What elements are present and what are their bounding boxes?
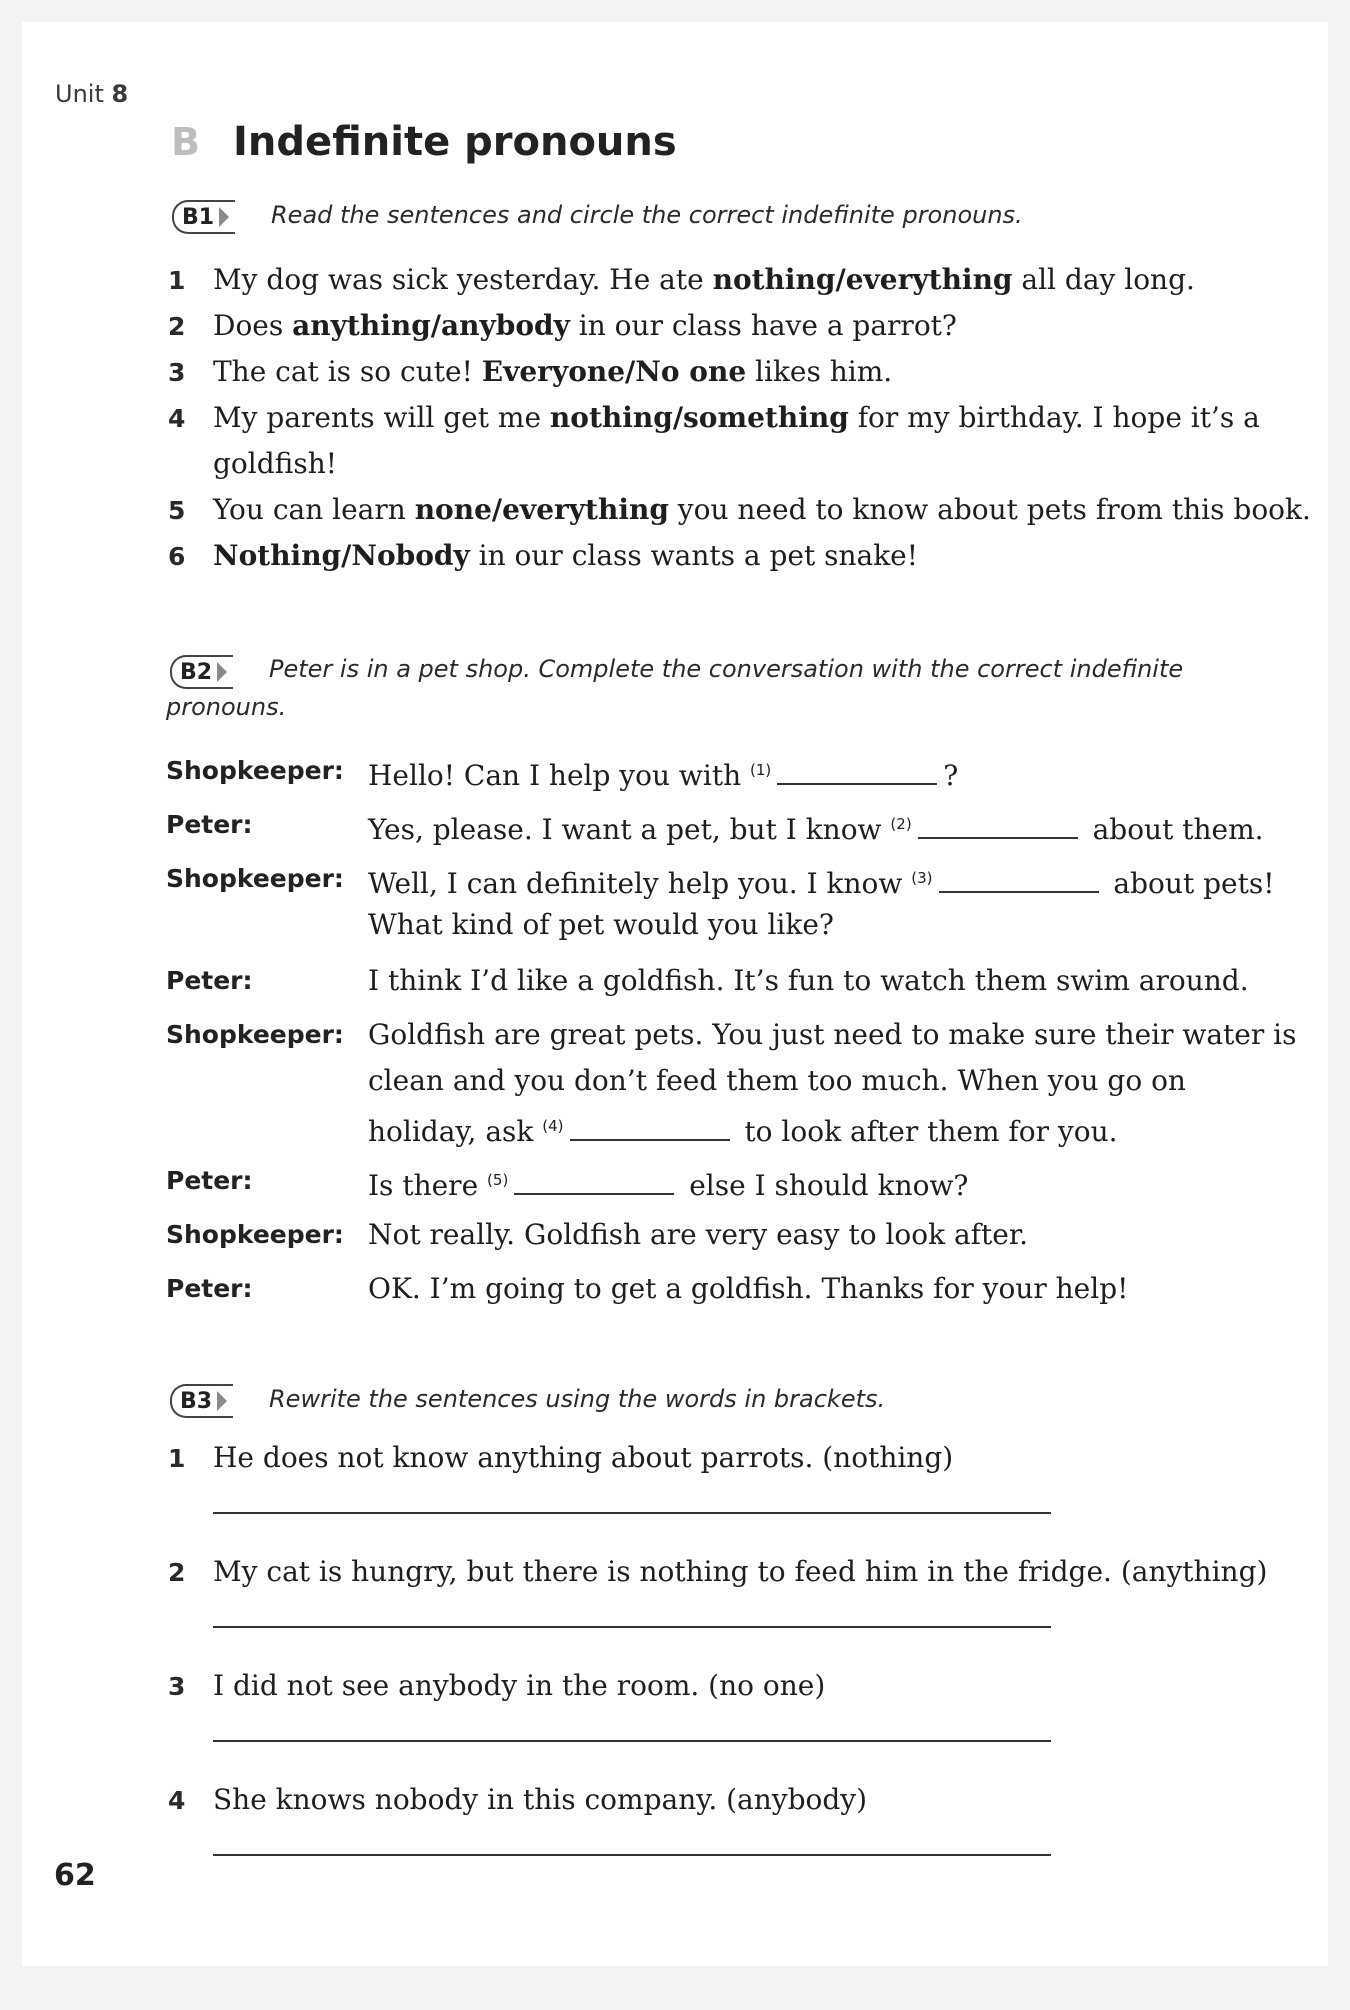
section-title: Indefinite pronouns bbox=[233, 119, 677, 165]
list-item-continuation: goldfish! bbox=[213, 447, 337, 480]
b3-instruction: Rewrite the sentences using the words in brackets. bbox=[269, 1385, 886, 1413]
b2-instruction: Peter is in a pet shop. Complete the conversation with the correct indefinite bbox=[269, 655, 1184, 683]
dialogue-line-cont: holiday, ask $^{(4)}$ to look after them for you. bbox=[368, 1115, 1118, 1148]
list-item: You can learn none/everything you need to know about pets from this book. bbox=[213, 493, 1311, 526]
speaker-label: Peter: bbox=[166, 1274, 253, 1303]
pronoun-choice[interactable]: none/everything bbox=[414, 493, 669, 526]
item-number: 4 bbox=[168, 404, 186, 433]
dialogue-line: OK. I’m going to get a goldfish. Thanks for your help! bbox=[368, 1272, 1129, 1305]
answer-blank[interactable] bbox=[918, 811, 1078, 839]
dialogue-line: Well, I can definitely help you. I know $^{(3)}$ about pets! bbox=[368, 867, 1275, 900]
gap-number: (2) bbox=[890, 815, 912, 833]
item-number: 2 bbox=[168, 1558, 186, 1587]
speaker-label: Shopkeeper: bbox=[166, 1020, 344, 1049]
item-number: 3 bbox=[168, 1672, 186, 1701]
item-number: 1 bbox=[168, 1444, 186, 1473]
gap-number: (4) bbox=[542, 1117, 564, 1135]
answer-blank[interactable] bbox=[514, 1167, 674, 1195]
speaker-label: Shopkeeper: bbox=[166, 1220, 344, 1249]
page-number: 62 bbox=[54, 1858, 96, 1893]
list-item: He does not know anything about parrots. (nothing) bbox=[213, 1441, 954, 1474]
dialogue-line: Is there $^{(5)}$ else I should know? bbox=[368, 1169, 969, 1202]
list-item: The cat is so cute! Everyone/No one likes him. bbox=[213, 355, 893, 388]
answer-blank[interactable] bbox=[939, 865, 1099, 893]
answer-line[interactable] bbox=[213, 1740, 1051, 1742]
b1-instruction: Read the sentences and circle the correct indefinite pronouns. bbox=[271, 201, 1023, 229]
gap-number: (1) bbox=[750, 761, 772, 779]
dialogue-line: Not really. Goldfish are very easy to look after. bbox=[368, 1218, 1029, 1251]
speaker-label: Shopkeeper: bbox=[166, 864, 344, 893]
workbook-page bbox=[22, 22, 1328, 1966]
list-item: My dog was sick yesterday. He ate nothing/everything all day long. bbox=[213, 263, 1195, 296]
dialogue-line-cont: clean and you don’t feed them too much. When you go on bbox=[368, 1064, 1186, 1097]
item-number: 5 bbox=[168, 496, 186, 525]
exercise-badge-b2: B2 bbox=[170, 655, 233, 689]
exercise-badge-b1: B1 bbox=[172, 200, 235, 234]
exercise-badge-b3: B3 bbox=[170, 1384, 233, 1418]
dialogue-line-cont: What kind of pet would you like? bbox=[368, 908, 834, 941]
answer-line[interactable] bbox=[213, 1854, 1051, 1856]
dialogue-line: Goldfish are great pets. You just need to make sure their water is bbox=[368, 1018, 1297, 1051]
item-number: 2 bbox=[168, 312, 186, 341]
play-arrow-icon bbox=[217, 1391, 227, 1411]
list-item: Nothing/Nobody in our class wants a pet snake! bbox=[213, 539, 919, 572]
item-number: 1 bbox=[168, 266, 186, 295]
gap-number: (3) bbox=[911, 869, 933, 887]
answer-blank[interactable] bbox=[570, 1113, 730, 1141]
unit-label: Unit 8 bbox=[55, 80, 129, 108]
speaker-label: Peter: bbox=[166, 810, 253, 839]
list-item: She knows nobody in this company. (anybody) bbox=[213, 1783, 868, 1816]
play-arrow-icon bbox=[219, 207, 229, 227]
speaker-label: Peter: bbox=[166, 1166, 253, 1195]
speaker-label: Peter: bbox=[166, 966, 253, 995]
item-number: 4 bbox=[168, 1786, 186, 1815]
list-item: I did not see anybody in the room. (no one) bbox=[213, 1669, 826, 1702]
section-letter: B bbox=[171, 120, 200, 164]
item-number: 3 bbox=[168, 358, 186, 387]
list-item: My parents will get me nothing/something for my birthday. I hope it’s a bbox=[213, 401, 1260, 434]
pronoun-choice[interactable]: nothing/something bbox=[549, 401, 849, 434]
list-item: Does anything/anybody in our class have a parrot? bbox=[213, 309, 957, 342]
dialogue-line: I think I’d like a goldfish. It’s fun to watch them swim around. bbox=[368, 964, 1249, 997]
item-number: 6 bbox=[168, 542, 186, 571]
b2-instruction-cont: pronouns. bbox=[166, 693, 287, 721]
speaker-label: Shopkeeper: bbox=[166, 756, 344, 785]
unit-number: 8 bbox=[111, 80, 129, 108]
pronoun-choice[interactable]: Nothing/Nobody bbox=[213, 539, 470, 572]
pronoun-choice[interactable]: Everyone/No one bbox=[481, 355, 747, 388]
answer-blank[interactable] bbox=[777, 757, 937, 785]
pronoun-choice[interactable]: anything/anybody bbox=[292, 309, 570, 342]
answer-line[interactable] bbox=[213, 1626, 1051, 1628]
gap-number: (5) bbox=[487, 1171, 509, 1189]
pronoun-choice[interactable]: nothing/everything bbox=[712, 263, 1013, 296]
list-item: My cat is hungry, but there is nothing to feed him in the fridge. (anything) bbox=[213, 1555, 1268, 1588]
dialogue-line: Yes, please. I want a pet, but I know $^{(2)}$ about them. bbox=[368, 813, 1264, 846]
dialogue-line: Hello! Can I help you with $^{(1)}$ ? bbox=[368, 759, 959, 792]
play-arrow-icon bbox=[217, 662, 227, 682]
answer-line[interactable] bbox=[213, 1512, 1051, 1514]
